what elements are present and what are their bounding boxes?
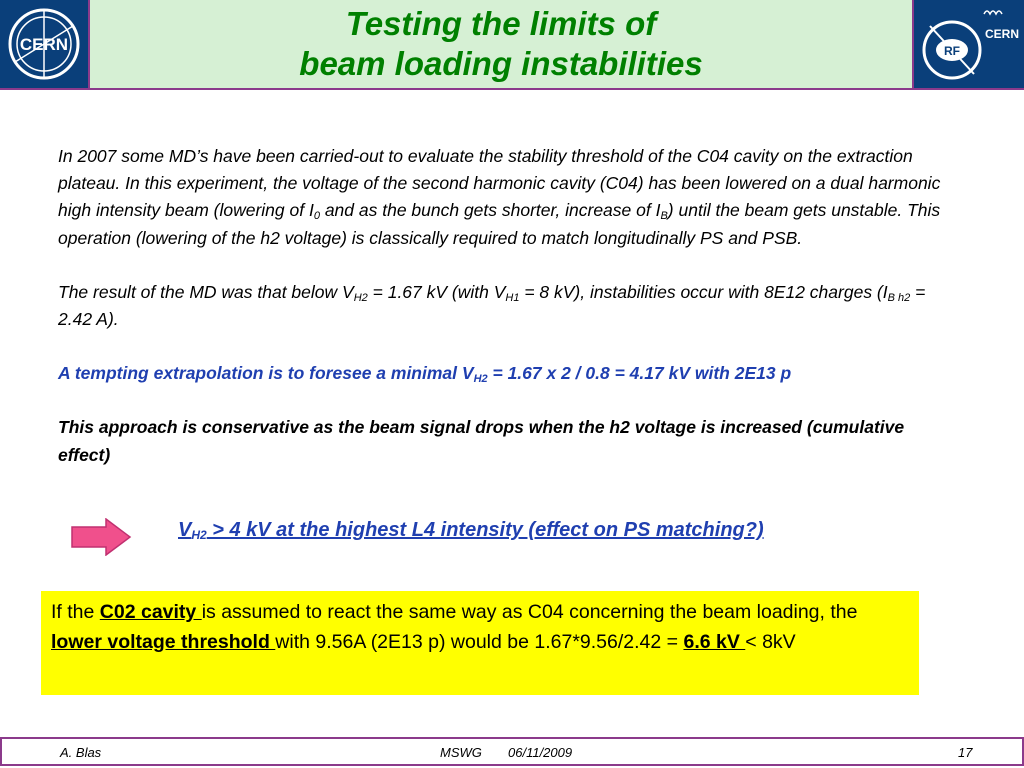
paragraph-extrapolation: A tempting extrapolation is to foresee a minimal $V_{H2} = 1.67$ x 2 / 0.8 = 4.17 kV with 2E13 p (58, 363, 792, 386)
highlight-box: If the C02 cavity is assumed to react the same way as C04 concerning the beam loading, the lower voltage threshold with 9.56A (2E13 p) would be 1.67*9.56/2.42 = 6.6 kV < 8kV (41, 591, 919, 695)
footer-meeting: MSWG (440, 745, 482, 760)
right-arrow-icon (70, 518, 132, 556)
cern-rf-logo (912, 0, 1024, 88)
slide-footer (0, 737, 1024, 766)
footer-date: 06/11/2009 (508, 745, 573, 760)
paragraph-md-result: The result of the MD was that below $V_{H2} = 1.67$ kV (with $V_{H1} = 8$ kV), instabilities occur with 8E12 charges ($I_{B h2} = 2.42$ A). (58, 281, 926, 330)
rf-badge-text: RF (944, 44, 960, 58)
cern-rf-logo-text: CERN (984, 27, 1020, 41)
title-line-2: beam loading instabilities (299, 45, 703, 82)
title-line-1: Testing the limits of (345, 5, 657, 42)
footer-author: A. Blas (60, 745, 102, 760)
footer-page-number: 17 (958, 745, 973, 760)
cern-logo-text: CERN (19, 35, 69, 54)
conclusion-statement: $V_{H2} > 4$ kV at the highest L4 intensity (effect on PS matching?) (178, 519, 764, 542)
paragraph-conservative-approach: This approach is conservative as the beam signal drops when the h2 voltage is increased (cumulative effect) (58, 417, 905, 465)
page-title (90, 4, 912, 84)
slide-body (58, 143, 958, 469)
cern-logo (0, 0, 90, 88)
slide-header (0, 0, 1024, 90)
paragraph-md-description: In 2007 some MD’s have been carried-out to evaluate the stability threshold of the C04 cavity on the extraction plateau. In this experiment, the voltage of the second harmonic cavity (C04) has been lowered on a dual harmonic high intensity beam (lowering of $I_0$ and as the bunch gets shorter, increase of $I_B$) until the beam gets unstable. This operation (lowering of the h2 voltage) is classically required to match longitudinally PS and PSB. (58, 146, 941, 248)
